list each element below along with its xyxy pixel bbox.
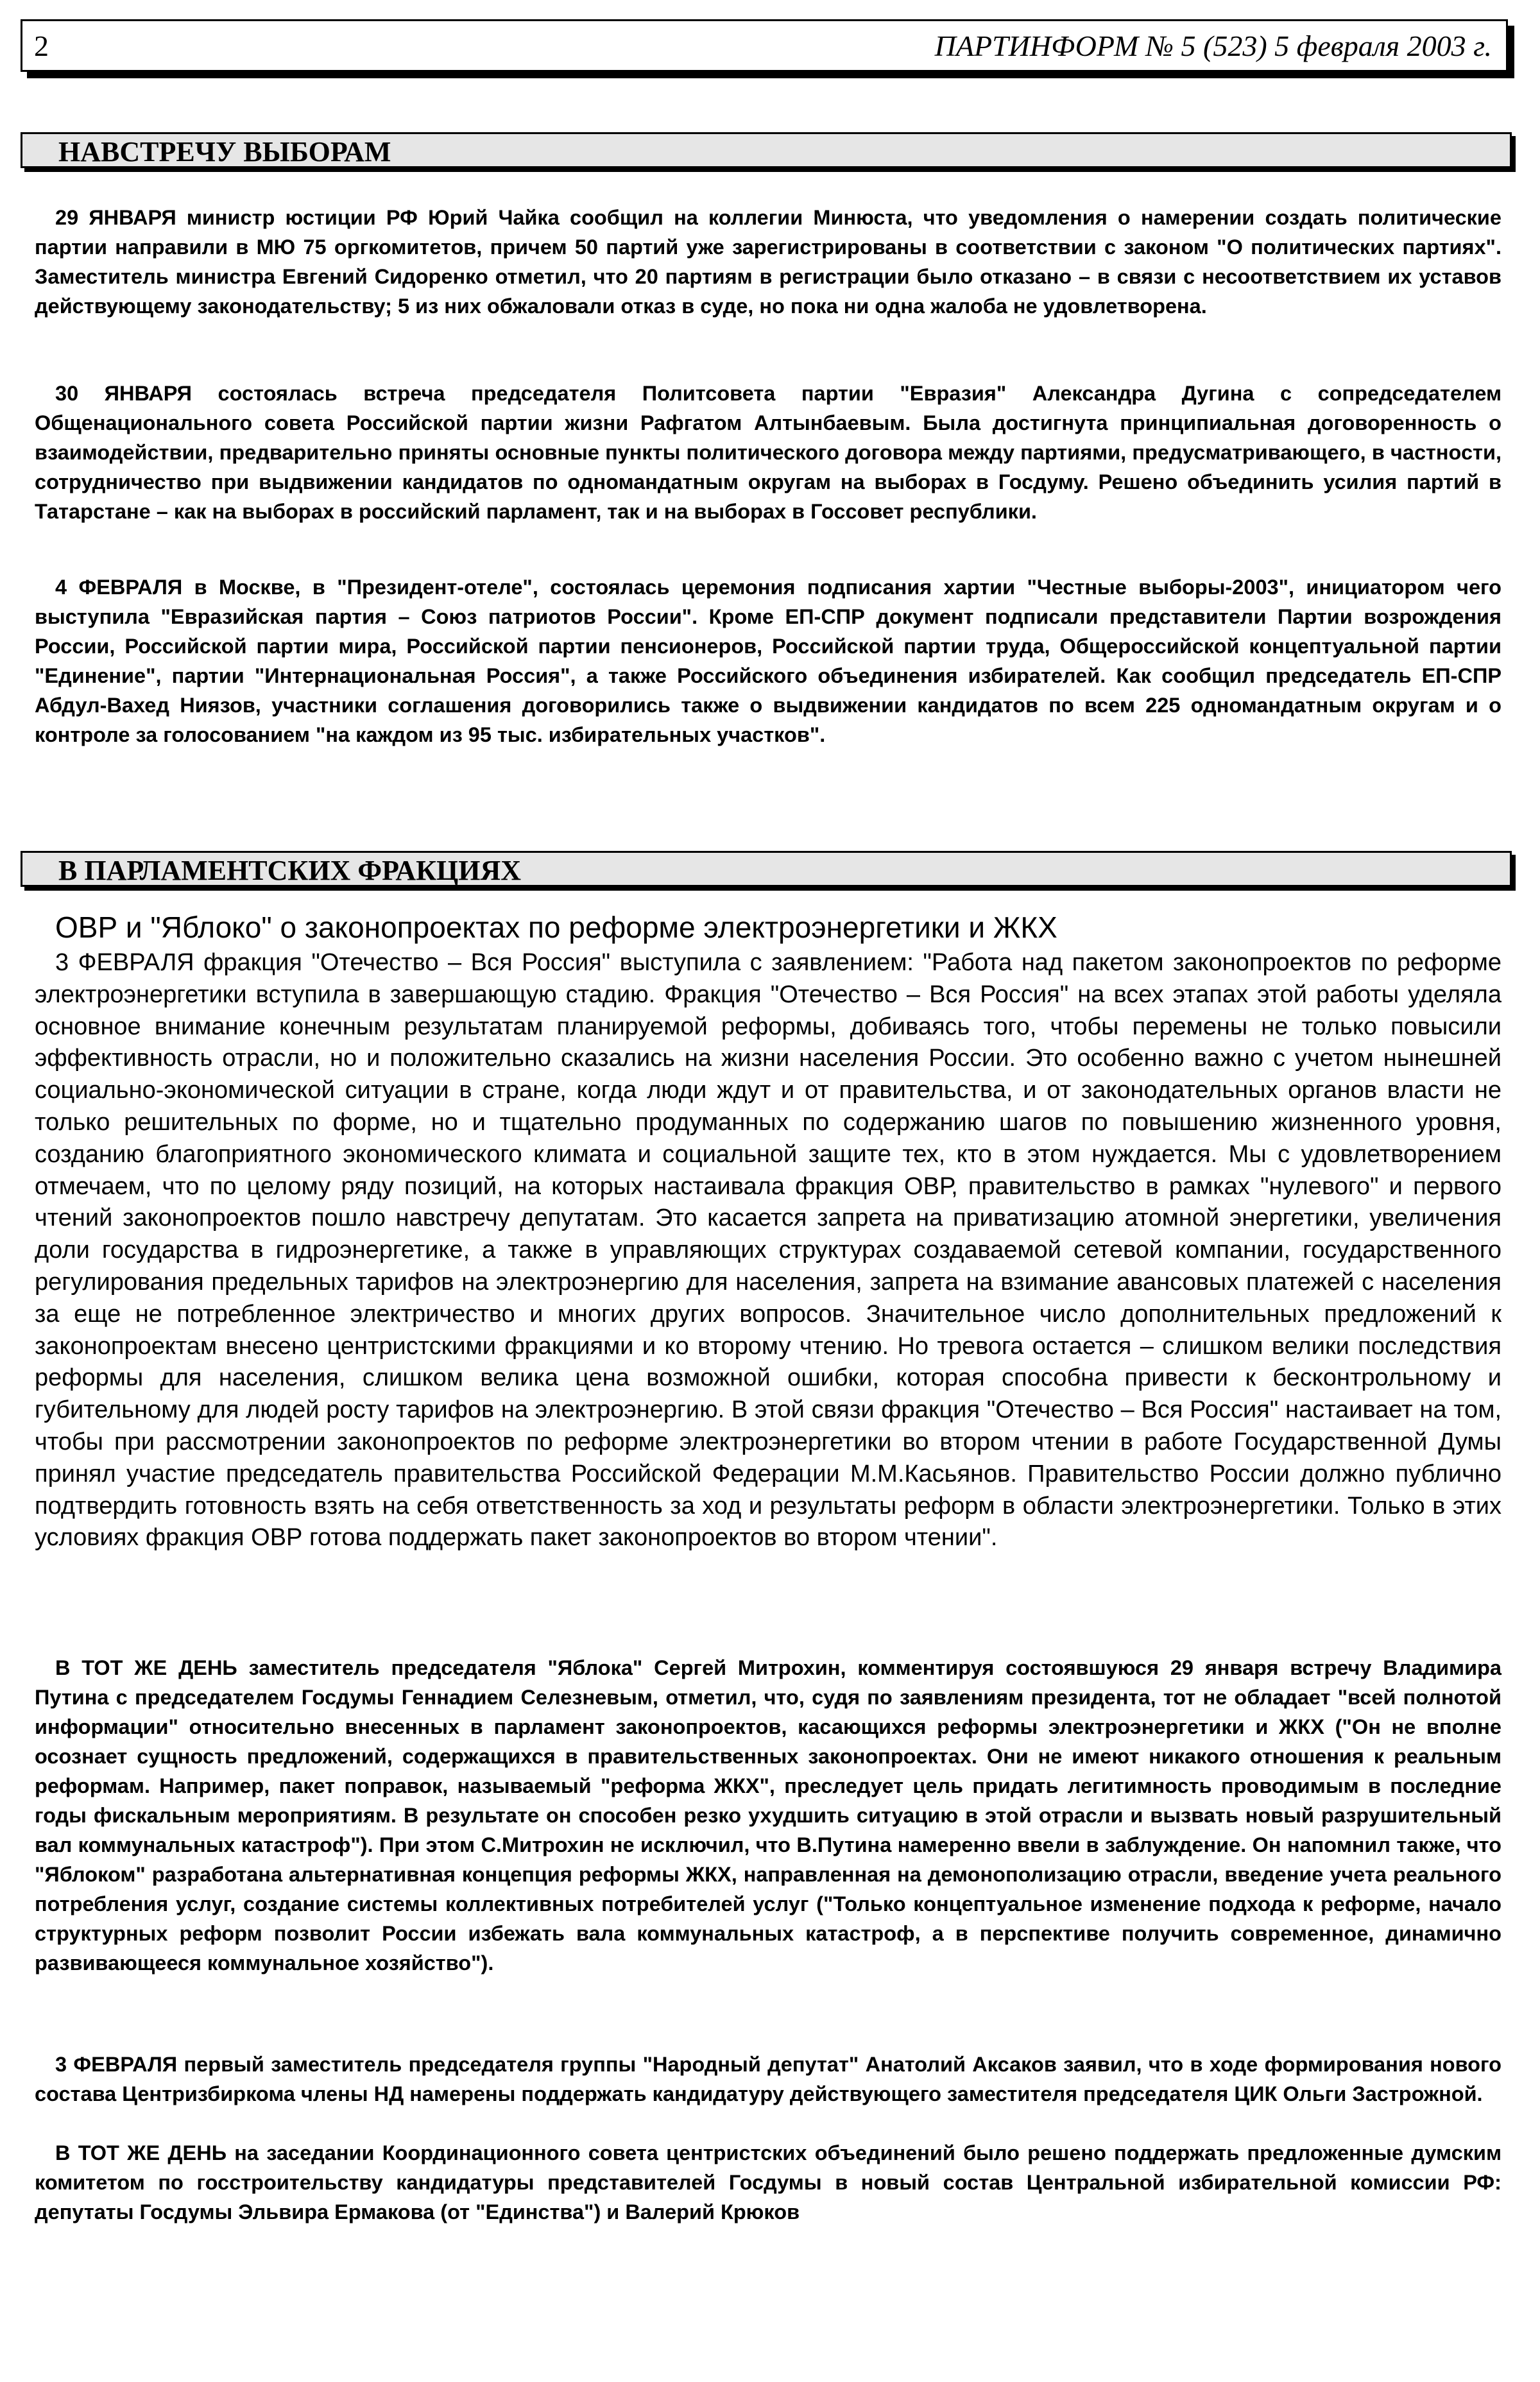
news-date: 30 ЯНВАРЯ — [55, 382, 193, 405]
news-date: 4 ФЕВРАЛЯ — [55, 576, 183, 599]
news-date: 29 ЯНВАРЯ — [55, 206, 176, 229]
news-item-yabloko — [35, 1653, 1502, 1978]
section-heading-elections: НАВСТРЕЧУ ВЫБОРАМ — [21, 132, 1512, 168]
news-item-aksakov — [35, 2050, 1502, 2109]
news-item-council — [35, 2138, 1502, 2227]
news-item-jan29 — [35, 203, 1502, 321]
news-item-jan30 — [35, 379, 1502, 526]
news-text: первый заместитель председателя группы "Народный депутат" Анатолий Аксаков заявил, что в ходе формирования нового состава Центризбиркома члены НД намерены поддержать кандидатуру действующего заместителя председателя ЦИК Ольги Застрожной. — [35, 2053, 1502, 2105]
article-body — [35, 947, 1502, 1554]
news-date: В ТОТ ЖЕ ДЕНЬ — [55, 1656, 237, 1679]
news-text: на заседании Координационного совета центристских объединений было решено поддержать предложенные думским комитетом по госстроительству кандидатуры представителей Госдумы в новый состав Центральной избирательной комиссии РФ: депутаты Госдумы Эльвира Ермакова (от "Единства") и Валерий Крюков — [35, 2141, 1502, 2223]
news-text: в Москве, в "Президент-отеле", состоялась церемония подписания хартии "Честные выборы-2003", инициатором чего выступила "Евразийская партия – Союз патриотов России". Кроме ЕП-СПР документ подписали представители Партии возрождения России, Российской партии мира, Российской партии пенсионеров, Российской партии труда, Общероссийской концептуальной партии "Единение", партии "Интернациональная Россия", а также Российского объединения избирателей. Как сообщил председатель ЕП-СПР Абдул-Вахед Ниязов, участники соглашения договорились также о выдвижении кандидатов по всем 225 одномандатным округам и о контроле за голосованием "на каждом из 95 тыс. избирательных участков". — [35, 576, 1502, 746]
news-text: министр юстиции РФ Юрий Чайка сообщил на коллегии Минюста, что уведомления о намерении создать политические партии направили в МЮ 75 оргкомитетов, причем 50 партий уже зарегистрированы в соответствии с законом "О политических партиях". Заместитель министра Евгений Сидоренко отметил, что 20 партиям в регистрации было отказано – в связи с несоответствием их уставов действующему законодательству; 5 из них обжаловали отказ в суде, но пока ни одна жалоба не удовлетворена. — [35, 206, 1502, 318]
news-text: заместитель председателя "Яблока" Сергей Митрохин, комментируя состоявшуюся 29 января встречу Владимира Путина с председателем Госдумы Геннадием Селезневым, отметил, что, судя по заявлениям президента, тот не обладает "всей полнотой информации" относительно внесенных в парламент законопроектов, касающихся реформы электроэнергетики и ЖКХ ("Он не вполне осознает сущность предложений, содержащихся в правительственных законопроектах. Они не имеют никакого отношения к реальным реформам. Например, пакет поправок, называемый "реформа ЖКХ", преследует цель придать легитимность проводимым в последние годы фискальным мероприятиям. В результате он способен резко ухудшить ситуацию в этой отрасли и вызвать новый разрушительный вал коммунальных катастроф"). При этом С.Митрохин не исключил, что В.Путина намеренно ввели в заблуждение. Он напомнил также, что "Яблоком" разработана альтернативная концепция реформы ЖКХ, направленная на демонополизацию отрасли, введение учета реального потребления услуг, создание системы коллективных потребителей услуг ("Только концептуальное изменение подхода к реформе, начало структурных реформ позволит России избежать вала коммунальных катастроф, а в перспективе получить современное, динамично развивающееся коммунальное хозяйство"). — [35, 1656, 1502, 1975]
page-header — [21, 19, 1508, 72]
news-date: В ТОТ ЖЕ ДЕНЬ — [55, 2141, 227, 2164]
news-date: 3 ФЕВРАЛЯ — [55, 2053, 178, 2076]
section-heading-factions: В ПАРЛАМЕНТСКИХ ФРАКЦИЯХ — [21, 851, 1512, 887]
page-number: 2 — [34, 30, 49, 62]
article-date: 3 ФЕВРАЛЯ — [55, 949, 194, 976]
news-text: состоялась встреча председателя Политсовета партии "Евразия" Александра Дугина с сопредседателем Общенационального совета Российской партии жизни Рафгатом Алтынбаевым. Была достигнута принципиальная договоренность о взаимодействии, предварительно приняты основные пункты политического договора между партиями, предусматривающего, в частности, сотрудничество при выдвижении кандидатов по одномандатным округам на выборах в Госдуму. Решено объединить усилия партий в Татарстане – как на выборах в российский парламент, так и на выборах в Госсовет республики. — [35, 382, 1502, 523]
issue-info: ПАРТИНФОРМ № 5 (523) 5 февраля 2003 г. — [934, 30, 1492, 62]
article-text: фракция "Отечество – Вся Россия" выступила с заявлением: "Работа над пакетом законопроектов по реформе электроэнергетики вступила в завершающую стадию. Фракция "Отечество – Вся Россия" на всех этапах этой работы уделяла основное внимание конечным результатам планируемой реформы, добиваясь того, чтобы перемены не только повысили эффективность отрасли, но и положительно сказались на жизни населения России. Это особенно важно с учетом нынешней социально-экономической ситуации в стране, когда люди ждут и от правительства, и от законодательных органов власти не только решительных по форме, но и тщательно продуманных по содержанию шагов по повышению жизненного уровня, созданию благоприятного экономического климата и социальной защите тех, кто в этом нуждается. Мы с удовлетворением отмечаем, что по целому ряду позиций, на которых настаивала фракция ОВР, правительство в рамках "нулевого" и первого чтений законопроектов пошло навстречу депутатам. Это касается запрета на приватизацию атомной энергетики, увеличения доли государства в гидроэнергетике, а также в управляющих структурах создаваемой сетевой компании, государственного регулирования предельных тарифов на электроэнергию для населения, запрета на взимание авансовых платежей с населения за еще не потребленное электричество и многих других вопросов. Значительное число дополнительных предложений к законопроектам внесено центристскими фракциями и ко второму чтению. Но тревога остается – слишком велики последствия реформы для населения, слишком велика цена возможной ошибки, которая способна привести к бесконтрольному и губительному для людей росту тарифов на электроэнергию. В этой связи фракция "Отечество – Вся Россия" настаивает на том, чтобы при рассмотрении законопроектов по реформе электроэнергетики во втором чтении в работе Государственной Думы принял участие председатель правительства Российской Федерации М.М.Касьянов. Правительство России должно публично подтвердить готовность взять на себя ответственность за ход и результаты реформ в области электроэнергетики. Только в этих условиях фракция ОВР готова поддержать пакет законопроектов во втором чтении". — [35, 949, 1502, 1552]
news-item-feb4 — [35, 572, 1502, 750]
article-title: ОВР и "Яблоко" о законопроектах по реформе электроэнергетики и ЖКХ — [55, 911, 1057, 944]
